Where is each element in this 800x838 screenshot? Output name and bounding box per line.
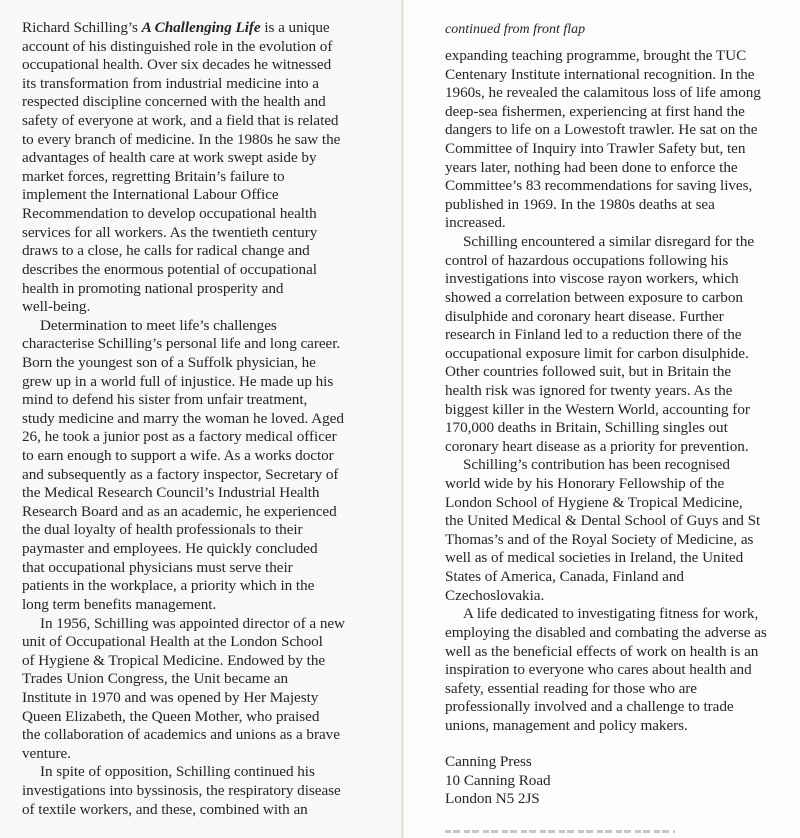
text-line: Centenary Institute international recognition. In the (445, 65, 755, 83)
text-line: respected discipline concerned with the health and (22, 93, 326, 111)
text-line: well-being. (22, 298, 91, 316)
text-line: the Medical Research Council’s Industrial Health (22, 484, 320, 502)
paragraph-start: Schilling’s contribution has been recognised (463, 456, 730, 474)
text-line: biggest killer in the Western World, accounting for (445, 400, 750, 418)
text-line: mind to defend his sister from unfair treatment, (22, 391, 308, 409)
text-line: health in promoting national prosperity and (22, 279, 284, 297)
text-line: to earn enough to support a wife. As a works doctor (22, 447, 334, 465)
cropped-text-line (445, 830, 695, 838)
text-line: draws to a close, he calls for radical change and (22, 242, 310, 260)
text-line: employing the disabled and combating the adverse as (445, 623, 767, 641)
continued-caption: continued from front flap (445, 22, 586, 37)
text-line: health risk was ignored for twenty years. As the (445, 381, 733, 399)
text-line: Czechoslovakia. (445, 586, 545, 604)
text-line: well as of medical societies in Ireland, the United (445, 549, 744, 567)
text-line: investigations into byssinosis, the respiratory disease (22, 781, 341, 799)
text-run: Richard Schilling’s (22, 19, 142, 36)
page-fold-shadow (403, 0, 404, 838)
text-line: years later, nothing had been done to enforce the (445, 158, 738, 176)
text-line: Research Board and as an academic, he experienced (22, 502, 337, 520)
text-line: research in Finland led to a reduction there of the (445, 326, 742, 344)
text-line: paymaster and employees. He quickly concluded (22, 540, 318, 558)
text-line: well as the beneficial effects of work on health is an (445, 642, 759, 660)
text-line: dangers to life on a Lowestoft trawler. He sat on the (445, 121, 758, 139)
text-line: occupational health. Over six decades he witnessed (22, 56, 332, 74)
text-line: control of hazardous occupations following his (445, 251, 729, 269)
text-line: States of America, Canada, Finland and (445, 568, 684, 586)
publisher-name: Canning Press (445, 753, 532, 770)
text-line: disulphide and coronary heart disease. Further (445, 307, 724, 325)
text-line: services for all workers. As the twentieth century (22, 223, 318, 241)
text-run: is a unique (260, 19, 330, 36)
paragraph-start: Schilling encountered a similar disregard for the (463, 233, 755, 251)
text-line: that occupational physicians must serve their (22, 558, 293, 576)
text-line (22, 19, 402, 38)
right-flap-text (445, 47, 800, 736)
paragraph-start: In spite of opposition, Schilling continued his (40, 763, 315, 781)
text-line: implement the International Labour Office (22, 186, 279, 204)
text-line: patients in the workplace, a priority which in the (22, 577, 315, 595)
text-line: the dual loyalty of health professionals to their (22, 521, 303, 539)
paragraph-start: In 1956, Schilling was appointed director of a new (40, 614, 345, 632)
text-line: expanding teaching programme, brought the TUC (445, 47, 747, 64)
text-line: London School of Hygiene & Tropical Medicine, (445, 493, 743, 511)
text-line: Born the youngest son of a Suffolk physician, he (22, 353, 316, 371)
text-line: increased. (445, 214, 506, 232)
text-line: safety of everyone at work, and a field that is related (22, 112, 339, 130)
text-line: world wide by his Honorary Fellowship of the (445, 475, 725, 493)
cropped-text-fragment (445, 830, 675, 833)
text-line: inspiration to everyone who cares about health and (445, 661, 752, 679)
text-line: grew up in a world full of injustice. He made up his (22, 372, 334, 390)
publisher-address (445, 753, 800, 809)
text-line: Thomas’s and of the Royal Society of Medicine, as (445, 530, 754, 548)
text-line: and subsequently as a factory inspector, Secretary of (22, 465, 339, 483)
text-line: to every branch of medicine. In the 1980s he saw the (22, 130, 341, 148)
text-line: its transformation from industrial medicine into a (22, 74, 319, 92)
text-line: Recommendation to develop occupational health (22, 205, 317, 223)
text-line: long term benefits management. (22, 595, 217, 613)
text-line: investigations into viscose rayon workers, which (445, 270, 739, 288)
text-line: 26, he took a junior post as a factory medical officer (22, 428, 337, 446)
text-line: Institute in 1970 and was opened by Her Majesty (22, 688, 319, 706)
text-line: showed a correlation between exposure to carbon (445, 288, 743, 306)
text-line: unit of Occupational Health at the London School (22, 633, 323, 651)
text-line: Committee’s 83 recommendations for saving lives, (445, 177, 753, 195)
text-line: the collaboration of academics and unions as a brave (22, 726, 340, 744)
text-line: Queen Elizabeth, the Queen Mother, who praised (22, 707, 320, 725)
text-line: describes the enormous potential of occupational (22, 260, 317, 278)
text-line: deep-sea fishermen, experiencing at first hand the (445, 102, 745, 120)
text-line: safety, essential reading for those who are (445, 679, 698, 697)
text-line: coronary heart disease as a priority for prevention. (445, 437, 749, 455)
text-line: venture. (22, 744, 71, 762)
text-line: of Hygiene & Tropical Medicine. Endowed by the (22, 651, 326, 669)
text-line: Trades Union Congress, the Unit became an (22, 670, 289, 688)
text-line: study medicine and marry the woman he loved. Aged (22, 409, 344, 427)
text-line: advantages of health care at work swept aside by (22, 149, 317, 167)
text-line: account of his distinguished role in the evolution of (22, 37, 333, 55)
paragraph-start: Determination to meet life’s challenges (40, 316, 277, 334)
text-line: professionally involved and a challenge to trade (445, 698, 734, 716)
text-line: Committee of Inquiry into Trawler Safety but, ten (445, 140, 746, 158)
text-line: the United Medical & Dental School of Guys and St (445, 512, 761, 530)
text-line: of textile workers, and these, combined with an (22, 800, 308, 818)
publisher-city: London N5 2JS (445, 790, 540, 808)
text-line: unions, management and policy makers. (445, 716, 688, 734)
left-flap-text (22, 19, 402, 819)
text-line: 1960s, he revealed the calamitous loss of life among (445, 84, 761, 102)
text-line: Other countries followed suit, but in Britain the (445, 363, 732, 381)
text-line: 170,000 deaths in Britain, Schilling singles out (445, 419, 728, 437)
paragraph-start: A life dedicated to investigating fitness for work, (463, 605, 759, 623)
text-line: characterise Schilling’s personal life and long career. (22, 335, 341, 353)
text-line: occupational exposure limit for carbon disulphide. (445, 344, 749, 362)
text-line: market forces, regretting Britain’s failure to (22, 167, 285, 185)
publisher-street: 10 Canning Road (445, 771, 551, 789)
text-line: published in 1969. In the 1980s deaths at sea (445, 195, 715, 213)
book-title: A Challenging Life (141, 19, 261, 36)
